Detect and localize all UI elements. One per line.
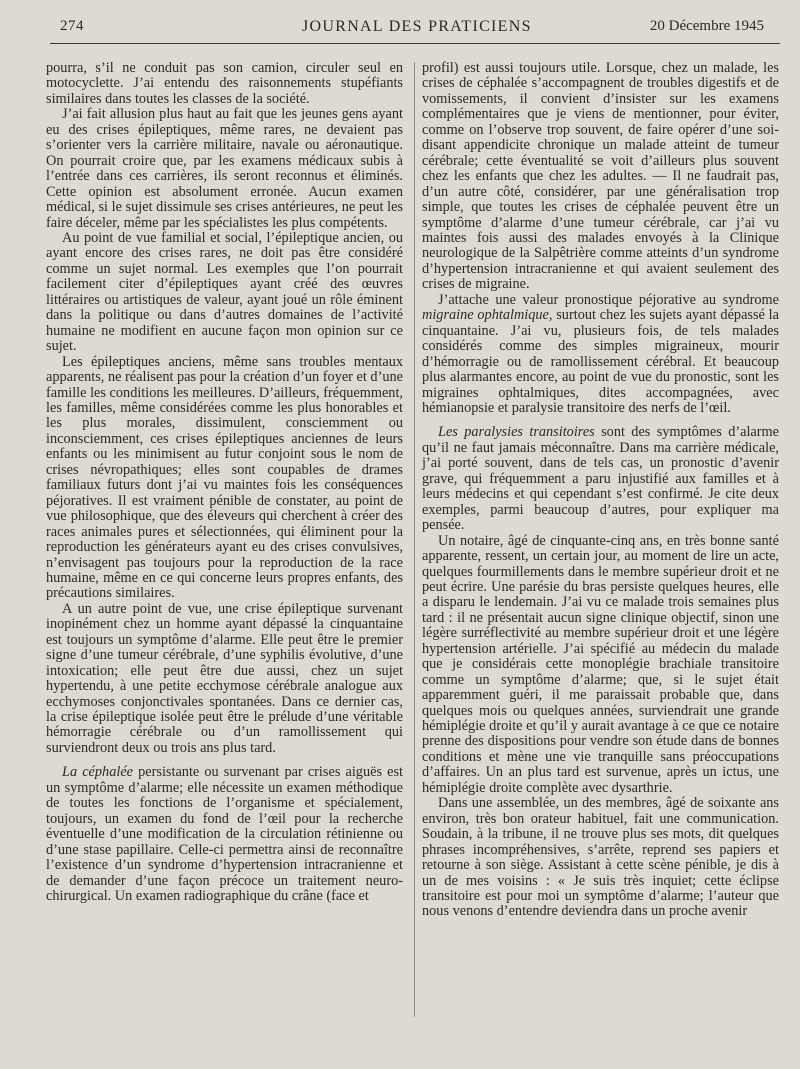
paragraph-text: , surtout chez les sujets ayant dépassé la cinquantaine. J’ai vu, plusieurs fois, de tels malades considérés comme des simples migraineux, mourir d’hémorragie ou de ramollissement cérébral. Et beaucoup plus alarmantes encore, au point de vue du pronostic, sont les migraines ophtalmiques, dites accompagnées, avec hémianopsie et paralysie transitoire des nerfs de l’œil. (422, 307, 779, 416)
paragraph: profil) est aussi toujours utile. Lorsque, chez un malade, les crises de céphalée s’accompagnent de troubles digestifs et de vomissements, il convient d’insister sur les examens complémentaires que je viens de mentionner, pour éviter, comme on l’observe trop souvent, de faire opérer d’une soi-disant appendicite chronique un malade atteint de tumeur cérébrale; cette éventualité se voit d’ailleurs plus souvent chez les enfants que chez les adultes. — Il ne faudrait pas, d’un autre côté, considérer, par une généralisation trop simple, que toutes les crises de céphalée peuvent être un symptôme d’alarme d’une tumeur cérébrale, car j’ai vu maintes fois aussi des malades envoyés à la Clinique neurologique de la Salpêtrière comme atteints d’un syndrome d’hypertension intracranienne et qui avaient seulement des crises de migraine. (422, 60, 779, 293)
paragraph-text: persistante ou survenant par crises aiguës est un symptôme d’alarme; elle nécessite un examen méthodique de toutes les fonctions de l’organisme et spécialement, toujours, un examen du fond de l’œil pour la recherche éventuelle d’une modification de la circulation rétinienne ou d’une stase papillaire. Celle-ci permettra ainsi de reconnaître l’existence d’un syndrome d’hypertension intracranienne et de demander d’une façon précoce un traitement neuro-chirurgical. Un examen radiographique du crâne (face et (46, 764, 403, 905)
paragraph-text: J’attache une valeur pronostique péjorative au syndrome (438, 291, 779, 308)
paragraph-text: sont des symptômes d’alarme qu’il ne faut jamais méconnaître. Dans ma carrière médicale, j’ai porté souvent, dans de tels cas, un pronostic d’avenir grave, qui fréquemment a paru injustifié aux familles et à leurs médecins et qui cependant s’est confirmé. Je cite deux exemples, parmi beaucoup d’autres, pour expliquer ma pensée. (422, 424, 779, 534)
paragraph: A un autre point de vue, une crise épileptique survenant inopinément chez un homme ayant dépassé la cinquantaine est toujours un symptôme d’alarme. Elle peut être le premier signe d’une tumeur cérébrale, d’une syphilis évolutive, d’une intoxication; elle peut être due aussi, chez un sujet hypertendu, à une petite ecchymose cérébrale analogue aux ecchymoses conjonctivales spontanées. Dans ce dernier cas, la crise épileptique isolée peut être le prélude d’une véritable hémorragie cérébrale ou d’un ramollissement qui surviendront deux ou trois ans plus tard. (46, 600, 403, 756)
section-term: Les paralysies transitoires (438, 424, 595, 441)
paragraph: pourra, s’il ne conduit pas son camion, circuler seul en motocyclette. J’ai entendu des raisonnements stupéfiants similaires dans toutes les classes de la société. (46, 60, 403, 107)
paragraph: Au point de vue familial et social, l’épileptique ancien, ou ayant encore des crises rares, ne doit pas être considéré comme un sujet normal. Les exemples que l’on pourrait facilement citer d’épileptiques ayant créé des œuvres littéraires ou artistiques de valeur, ayant joué un rôle éminent dans la politique ou dans d’autres domaines de l’activité humaine ne modifient en aucune façon mon opinion sur ce sujet. (46, 229, 403, 355)
issue-date: 20 Décembre 1945 (649, 18, 764, 34)
paragraph: Un notaire, âgé de cinquante-cinq ans, en très bonne santé apparente, ressent, un certain jour, au moment de lire un acte, quelques fourmillements dans le membre supérieur droit et ne peut écrire. Une parésie du bras persiste quelques heures, elle a disparu le lendemain. J’ai vu ce malade trois semaines plus tard : il ne présentait aucun signe clinique objectif, sinon une légère surréflectivité au membre supérieur droit et une légère hypertension artérielle. J’ai spécifié au médecin du malade que je considérais cette monoplégie brachiale transitoire comme un symptôme d’alarme; que, si le sujet était apparemment guéri, il me paraissait probable que, dans quelques mois ou quelques années, surviendrait une grande hémiplégie droite et qu’il y aurait avantage à ce que ce notaire prenne des dispositions pour vendre son étude dans de bonnes conditions et mène une vie tranquille sans préoccupations d’affaires. Un an plus tard est survenue, après un ictus, une hémiplégie droite complète avec dysarthrie. (422, 532, 779, 796)
column-divider (414, 62, 415, 1017)
header-rule (50, 43, 780, 44)
paragraph-paralysies (422, 425, 779, 533)
journal-title: JOURNAL DES PRATICIENS (302, 18, 532, 35)
paragraph-migraine (422, 293, 779, 417)
paragraph: Les épileptiques anciens, même sans troubles mentaux apparents, ne réalisent pas pour la création d’un foyer et d’une famille les conditions les meilleures. D’ailleurs, fréquemment, les familles, même considérées comme les plus honorables et les plus morales, dissimulent, consciemment ou inconsciemment, ces crises épileptiques anciennes de leurs enfants ou les minimisent au futur conjoint sous le nom de crises névropathiques; elles sont coupables de drames familiaux futurs dont j’ai vu maintes fois les conséquences péjoratives. Il est vraiment pénible de constater, au point de vue philosophique, que des éleveurs qui cherchent à créer des races animales pures et sélectionnées, qui éliminent pour la reproduction les générateurs ayant eu des crises convulsives, n’envisagent pas toujours pour la reproduction de la race humaine, même en ce qui concerne leurs propres enfants, des précautions similaires. (46, 353, 403, 602)
page-number: 274 (60, 18, 84, 34)
paragraph-cephalee (46, 765, 403, 904)
running-header (0, 16, 800, 40)
section-term: migraine ophtalmique (422, 307, 549, 324)
paragraph: Dans une assemblée, un des membres, âgé de soixante ans environ, très bon orateur habituel, fait une communication. Soudain, à la tribune, il ne trouve plus ses mots, dit quelques phrases incompréhensives, s’arrête, reprend ses papiers et retourne à son siège. Assistant à cette scène pénible, je dis à un de mes voisins : « Je suis très inquiet; cette éclipse transitoire est pour moi un symptôme d’alarme; l’auteur que nous venons d’entendre deviendra dans un proche avenir (422, 795, 779, 920)
paragraph: J’ai fait allusion plus haut au fait que les jeunes gens ayant eu des crises épileptiques, même rares, ne devaient pas s’orienter vers la carrière militaire, navale ou aéronautique. On pourrait croire que, par les examens médicaux subis à l’entrée dans ces carrières, ils seront reconnus et éliminés. Cette opinion est absolument erronée. Aucun examen médical, si le sujet dissimule ses crises antérieures, ne peut les faire déceler, même par les spécialistes les plus compétents. (46, 106, 403, 231)
section-term: La céphalée (62, 764, 134, 781)
right-column (422, 61, 779, 920)
left-column (46, 61, 403, 904)
